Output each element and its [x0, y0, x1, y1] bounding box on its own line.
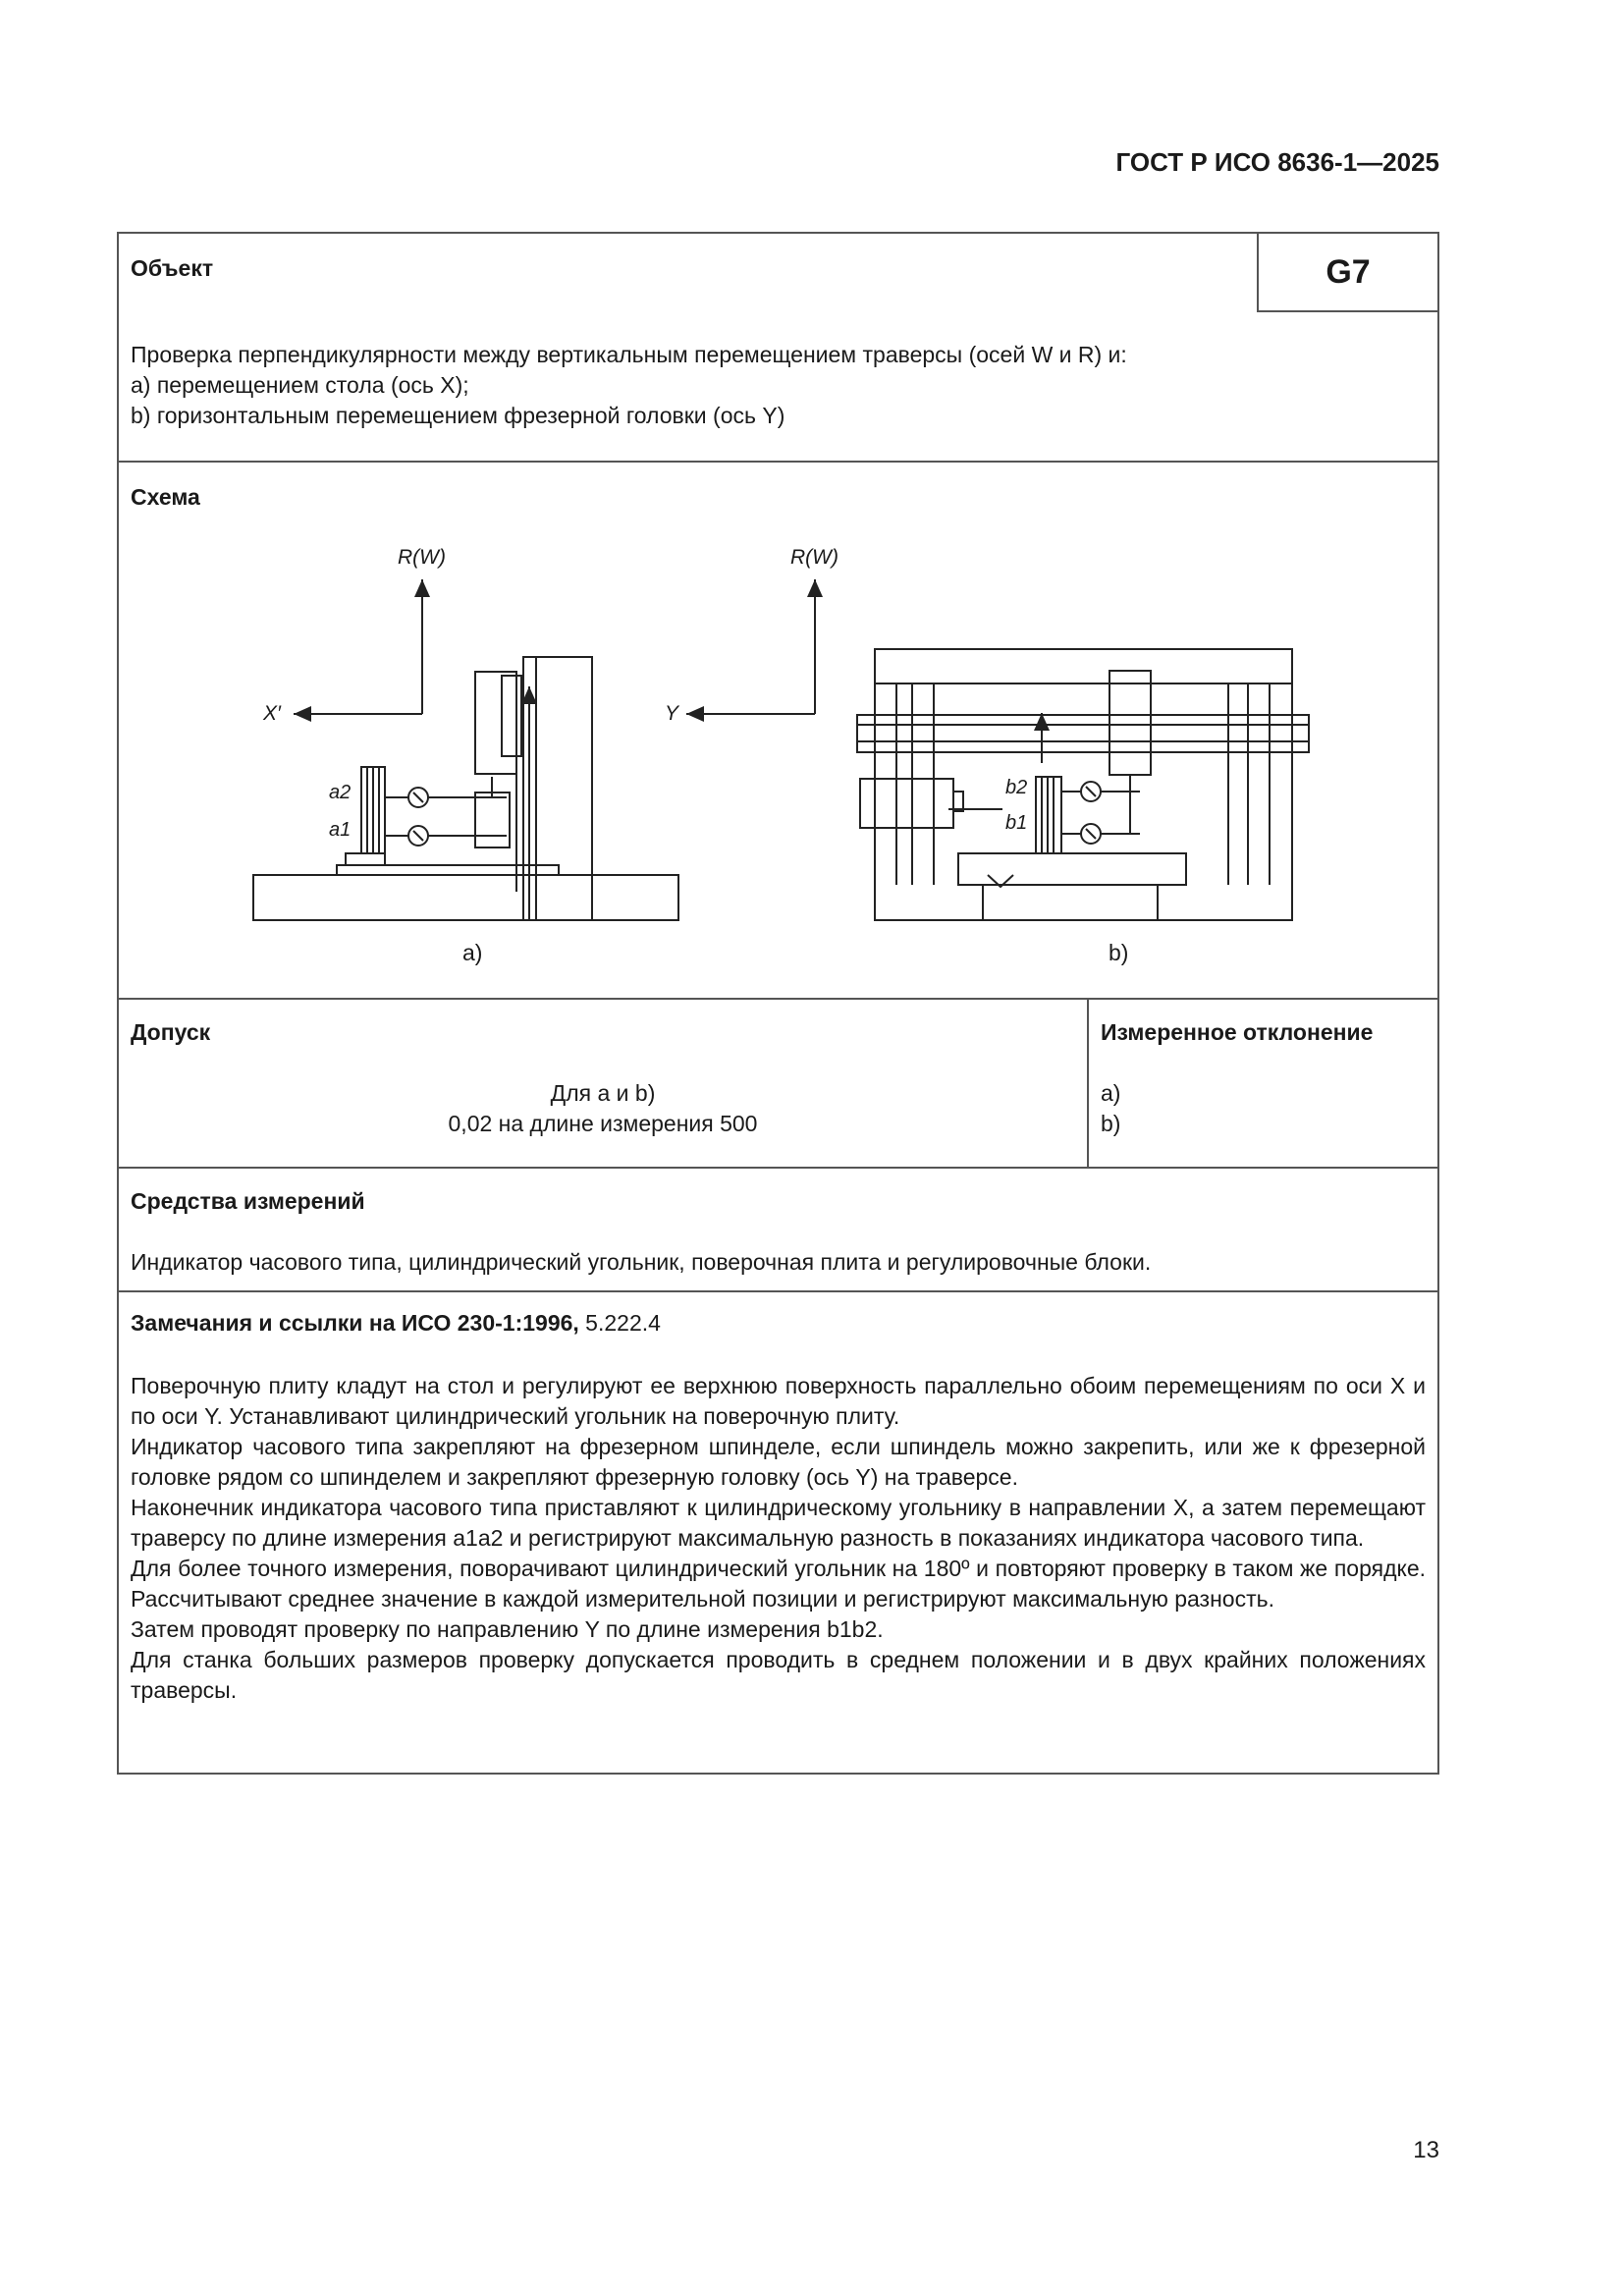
- milling-head-a: [475, 672, 516, 774]
- tolerance-line: Для a и b): [550, 1080, 656, 1106]
- caption-a: a): [462, 940, 483, 965]
- figure-b: [686, 579, 1309, 920]
- label-b1: b1: [1005, 812, 1028, 834]
- schema-section: [119, 463, 1437, 1000]
- axis-label-rw-b: R(W): [790, 546, 839, 569]
- axis-label-y-b: Y: [665, 702, 679, 725]
- notes-paragraph: Наконечник индикатора часового типа приставляют к цилиндрическому угольнику в направлении X, а затем перемещают траверсу по длине измерения a1a2 и регистрируют максимальную разность в показаниях индикатора часового типа.: [131, 1495, 1426, 1551]
- object-line: a) перемещением стола (ось X);: [131, 372, 469, 398]
- object-line: Проверка перпендикулярности между вертикальным перемещением траверсы (осей W и R) и:: [131, 342, 1127, 367]
- milling-head-b: [1109, 671, 1151, 775]
- notes-label: Замечания и ссылки на ИСО 230-1:1996,: [131, 1310, 579, 1336]
- measured-cell: [1089, 1000, 1437, 1167]
- notes-paragraph: Затем проводят проверку по направлению Y по длине измерения b1b2.: [131, 1616, 884, 1642]
- measured-b: b): [1101, 1111, 1121, 1136]
- crossbeam-b: [857, 715, 1309, 752]
- schema-drawing: [119, 463, 1437, 998]
- object-description: [131, 340, 1127, 431]
- means-text: Индикатор часового типа, цилиндрический угольник, поверочная плита и регулировочные блоки.: [131, 1249, 1152, 1275]
- figure-a: [253, 579, 678, 920]
- page-number: 13: [1413, 2137, 1439, 2163]
- object-label: Объект: [131, 255, 214, 281]
- notes-paragraph: Для станка больших размеров проверку допускается проводить в среднем положении и в двух крайних положениях траверсы.: [131, 1647, 1426, 1703]
- label-a1: a1: [329, 819, 352, 841]
- column-a: [523, 657, 592, 920]
- test-code: G7: [1257, 234, 1437, 312]
- test-sheet: [117, 232, 1439, 1775]
- document-header: ГОСТ Р ИСО 8636-1—2025: [1115, 147, 1439, 177]
- tolerance-section: [119, 1000, 1437, 1169]
- means-section: [119, 1169, 1437, 1292]
- measured-label: Измеренное отклонение: [1101, 1019, 1374, 1045]
- axis-label-x-a: X′: [263, 702, 281, 725]
- notes-section: [119, 1292, 1437, 1773]
- notes-body: [131, 1371, 1426, 1706]
- notes-paragraph: Индикатор часового типа закрепляют на фрезерном шпинделе, если шпиндель можно закрепить, или же к фрезерной головке рядом со шпинделем и закрепляют фрезерную головку (ось Y) на траверсе.: [131, 1434, 1426, 1490]
- tolerance-line: 0,02 на длине измерения 500: [448, 1111, 758, 1136]
- notes-paragraph: Для более точного измерения, поворачивают цилиндрический угольник на 180º и повторяют проверку в таком же порядке. Рассчитывают среднее значение в каждой измерительной позиции и регистрируют максимальную разность.: [131, 1556, 1426, 1612]
- measured-values: [1101, 1078, 1120, 1139]
- object-line: b) горизонтальным перемещением фрезерной головки (ось Y): [131, 403, 785, 428]
- base-plate-a: [253, 875, 678, 920]
- notes-ref: 5.222.4: [578, 1310, 661, 1336]
- object-section: [119, 234, 1437, 463]
- schema-label: Схема: [131, 484, 200, 510]
- tolerance-label: Допуск: [131, 1019, 211, 1045]
- label-b2: b2: [1005, 777, 1028, 798]
- measured-a: a): [1101, 1080, 1121, 1106]
- label-a2: a2: [329, 782, 352, 803]
- axis-label-rw-a: R(W): [398, 546, 446, 569]
- tolerance-cell: [119, 1000, 1089, 1167]
- means-label: Средства измерений: [131, 1188, 365, 1214]
- notes-paragraph: Поверочную плиту кладут на стол и регулируют ее верхнюю поверхность параллельно обоим перемещениям по оси X и по оси Y. Устанавливают цилиндрический угольник на поверочную плиту.: [131, 1373, 1426, 1429]
- notes-heading: [131, 1310, 661, 1337]
- tolerance-value: [119, 1078, 1087, 1139]
- caption-b: b): [1109, 940, 1129, 965]
